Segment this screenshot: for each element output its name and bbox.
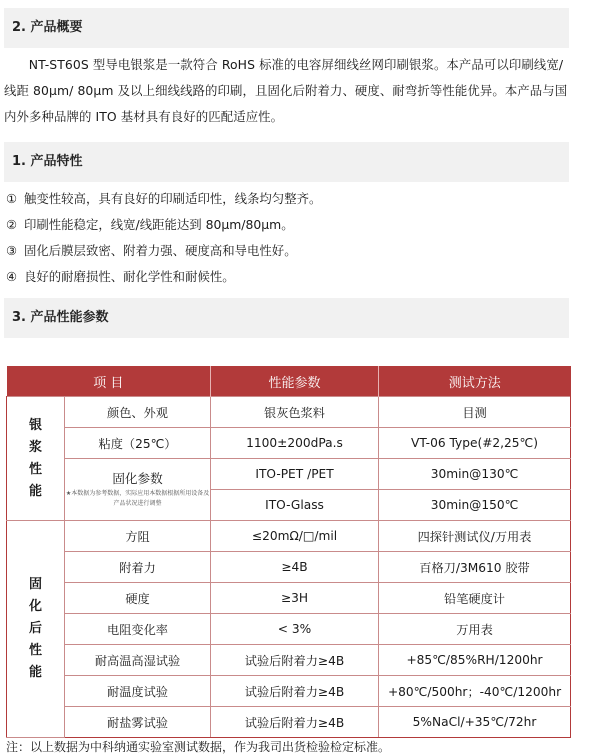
cell-value: 试验后附着力≥4B [211, 707, 379, 738]
table-row [7, 521, 571, 552]
table-row [7, 707, 571, 738]
cell-method: +85℃/85%RH/1200hr [379, 645, 571, 676]
feature-text: 触变性较高，具有良好的印刷适印性，线条均匀整齐。 [24, 191, 322, 206]
feature-number: ③ [6, 243, 18, 258]
cure-note: ★本数据为参考数据，实际应用本数据根据所用设备及产品状况进行调整 [65, 489, 210, 507]
cell-item: 耐高温高湿试验 [65, 645, 211, 676]
cell-method: 30min@150℃ [379, 490, 571, 521]
group-char: 化 [28, 599, 42, 614]
cell-item: 耐盐雾试验 [65, 707, 211, 738]
feature-item-1 [6, 190, 321, 208]
cell-value: 银灰色浆料 [211, 397, 379, 428]
footnote: 注：以上数据为中科纳通实验室测试数据，作为我司出货检验检定标准。 [6, 740, 391, 754]
feature-item-3 [6, 242, 297, 260]
cell-item: 电阻变化率 [65, 614, 211, 645]
cell-item: 硬度 [65, 583, 211, 614]
overview-paragraph: NT-ST60S 型导电银浆是一款符合 RoHS 标准的电容屏细线丝网印刷银浆。本产品可以印刷线宽/线距 80μm/ 80μm 及以上细线线路的印刷，且固化后附着力、硬度、耐弯折等性能优异。本产品与国内外多种品牌的 ITO 基材具有良好的匹配适应性。 [4, 57, 568, 124]
cell-value: 试验后附着力≥4B [211, 645, 379, 676]
feature-text: 良好的耐磨损性、耐化学性和耐候性。 [24, 269, 235, 284]
group-label-cured [7, 521, 65, 738]
feature-text: 印刷性能稳定，线宽/线距能达到 80μm/80μm。 [24, 217, 294, 232]
cell-value: ≤20mΩ/□/mil [211, 521, 379, 552]
header-method: 测试方法 [379, 366, 571, 397]
cell-value: ITO-PET /PET [211, 459, 379, 490]
cell-method: 目测 [379, 397, 571, 428]
group-char: 性 [28, 461, 42, 477]
cell-value: ITO-Glass [211, 490, 379, 521]
feature-number: ② [6, 217, 18, 232]
group-char: 性 [28, 643, 42, 658]
cell-method: VT-06 Type(#2,25℃) [379, 428, 571, 459]
cell-method: 铅笔硬度计 [379, 583, 571, 614]
group-char: 浆 [28, 439, 42, 455]
table-row [7, 614, 571, 645]
group-char: 固 [28, 577, 42, 592]
table-row [7, 459, 571, 490]
table-header-row [7, 366, 571, 397]
cell-item: 粘度（25℃） [65, 428, 211, 459]
group-char: 能 [28, 483, 42, 499]
overview-heading: 2. 产品概要 [4, 8, 569, 48]
cure-title: 固化参数 [112, 470, 163, 486]
table-row [7, 397, 571, 428]
cell-value: 1100±200dPa.s [211, 428, 379, 459]
cell-value: ≥4B [211, 552, 379, 583]
cell-item: 方阻 [65, 521, 211, 552]
group-char: 后 [28, 621, 42, 636]
feature-number: ① [6, 191, 18, 206]
cell-method: 百格刀/3M610 胶带 [379, 552, 571, 583]
table-row [7, 428, 571, 459]
cell-method: 5%NaCl/+35℃/72hr [379, 707, 571, 738]
table-row [7, 583, 571, 614]
header-item: 项 目 [7, 366, 211, 397]
features-heading: 1. 产品特性 [4, 142, 569, 182]
table-row [7, 645, 571, 676]
cell-item-cure [65, 459, 211, 521]
feature-item-4 [6, 268, 235, 286]
cell-method: 30min@130℃ [379, 459, 571, 490]
cell-value: < 3% [211, 614, 379, 645]
cell-method: 万用表 [379, 614, 571, 645]
cell-method: +80℃/500hr；-40℃/1200hr [379, 676, 571, 707]
cell-method: 四探针测试仪/万用表 [379, 521, 571, 552]
header-value: 性能参数 [211, 366, 379, 397]
feature-item-2 [6, 216, 294, 234]
cell-item: 颜色、外观 [65, 397, 211, 428]
cell-item: 附着力 [65, 552, 211, 583]
cell-value: ≥3H [211, 583, 379, 614]
table-row [7, 552, 571, 583]
params-heading: 3. 产品性能参数 [4, 298, 569, 338]
group-char: 银 [28, 417, 42, 433]
feature-number: ④ [6, 269, 18, 284]
cell-value: 试验后附着力≥4B [211, 676, 379, 707]
group-label-paste [7, 397, 65, 521]
feature-text: 固化后膜层致密、附着力强、硬度高和导电性好。 [24, 243, 297, 258]
group-char: 能 [28, 665, 42, 680]
table-row [7, 676, 571, 707]
params-table [6, 366, 571, 738]
cell-item: 耐温度试验 [65, 676, 211, 707]
